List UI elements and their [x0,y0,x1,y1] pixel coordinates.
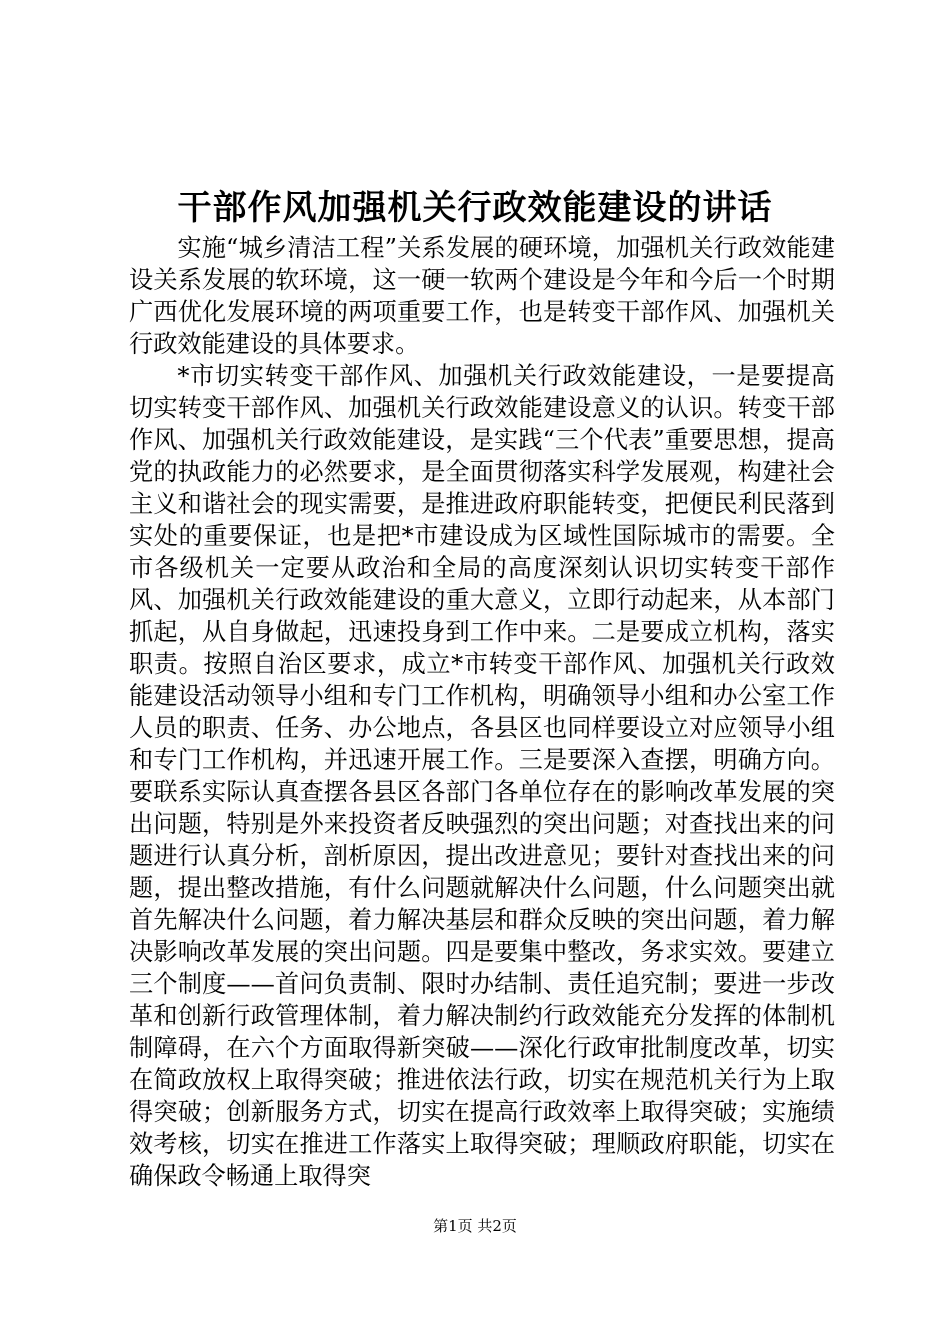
paragraph: 实施“城乡清洁工程”关系发展的硬环境，加强机关行政效能建设关系发展的软环境，这一硬一软两个建设是今年和今后一个时期广西优化发展环境的两项重要工作，也是转变干部作风、加强机关行政效能建设的具体要求。 [129,234,835,358]
page-title: 干部作风加强机关行政效能建设的讲话 [177,188,773,228]
paragraph: *市切实转变干部作风、加强机关行政效能建设，一是要提高切实转变干部作风、加强机关行政效能建设意义的认识。转变干部作风、加强机关行政效能建设，是实践“三个代表”重要思想，提高党的执政能力的必然要求，是全面贯彻落实科学发展观，构建社会主义和谐社会的现实需要，是推进政府职能转变，把便民利民落到实处的重要保证，也是把*市建设成为区域性国际城市的需要。全市各级机关一定要从政治和全局的高度深刻认识切实转变干部作风、加强机关行政效能建设的重大意义，立即行动起来，从本部门抓起，从自身做起，迅速投身到工作中来。二是要成立机构，落实职责。按照自治区要求，成立*市转变干部作风、加强机关行政效能建设活动领导小组和专门工作机构，明确领导小组和办公室工作人员的职责、任务、办公地点，各县区也同样要设立对应领导小组和专门工作机构，并迅速开展工作。三是要深入查摆，明确方向。要联系实际认真查摆各县区各部门各单位存在的影响改革发展的突出问题，特别是外来投资者反映强烈的突出问题；对查找出来的问题进行认真分析，剖析原因，提出改进意见；要针对查找出来的问题，提出整改措施，有什么问题就解决什么问题，什么问题突出就首先解决什么问题，着力解决基层和群众反映的突出问题，着力解决影响改革发展的突出问题。四是要集中整改，务求实效。要建立三个制度——首问负责制、限时办结制、责任追究制；要进一步改革和创新行政管理体制，着力解决制约行政效能充分发挥的体制机制障碍，在六个方面取得新突破——深化行政审批制度改革，切实在简政放权上取得突破；推进依法行政，切实在规范机关行为上取得突破；创新服务方式，切实在提高行政效率上取得突破；实施绩效考核，切实在推进工作落实上取得突破；理顺政府职能，切实在确保政令畅通上取得突 [129,362,835,1190]
page-number-footer: 第1页 共2页 [433,1217,517,1235]
document-body [129,232,835,1192]
